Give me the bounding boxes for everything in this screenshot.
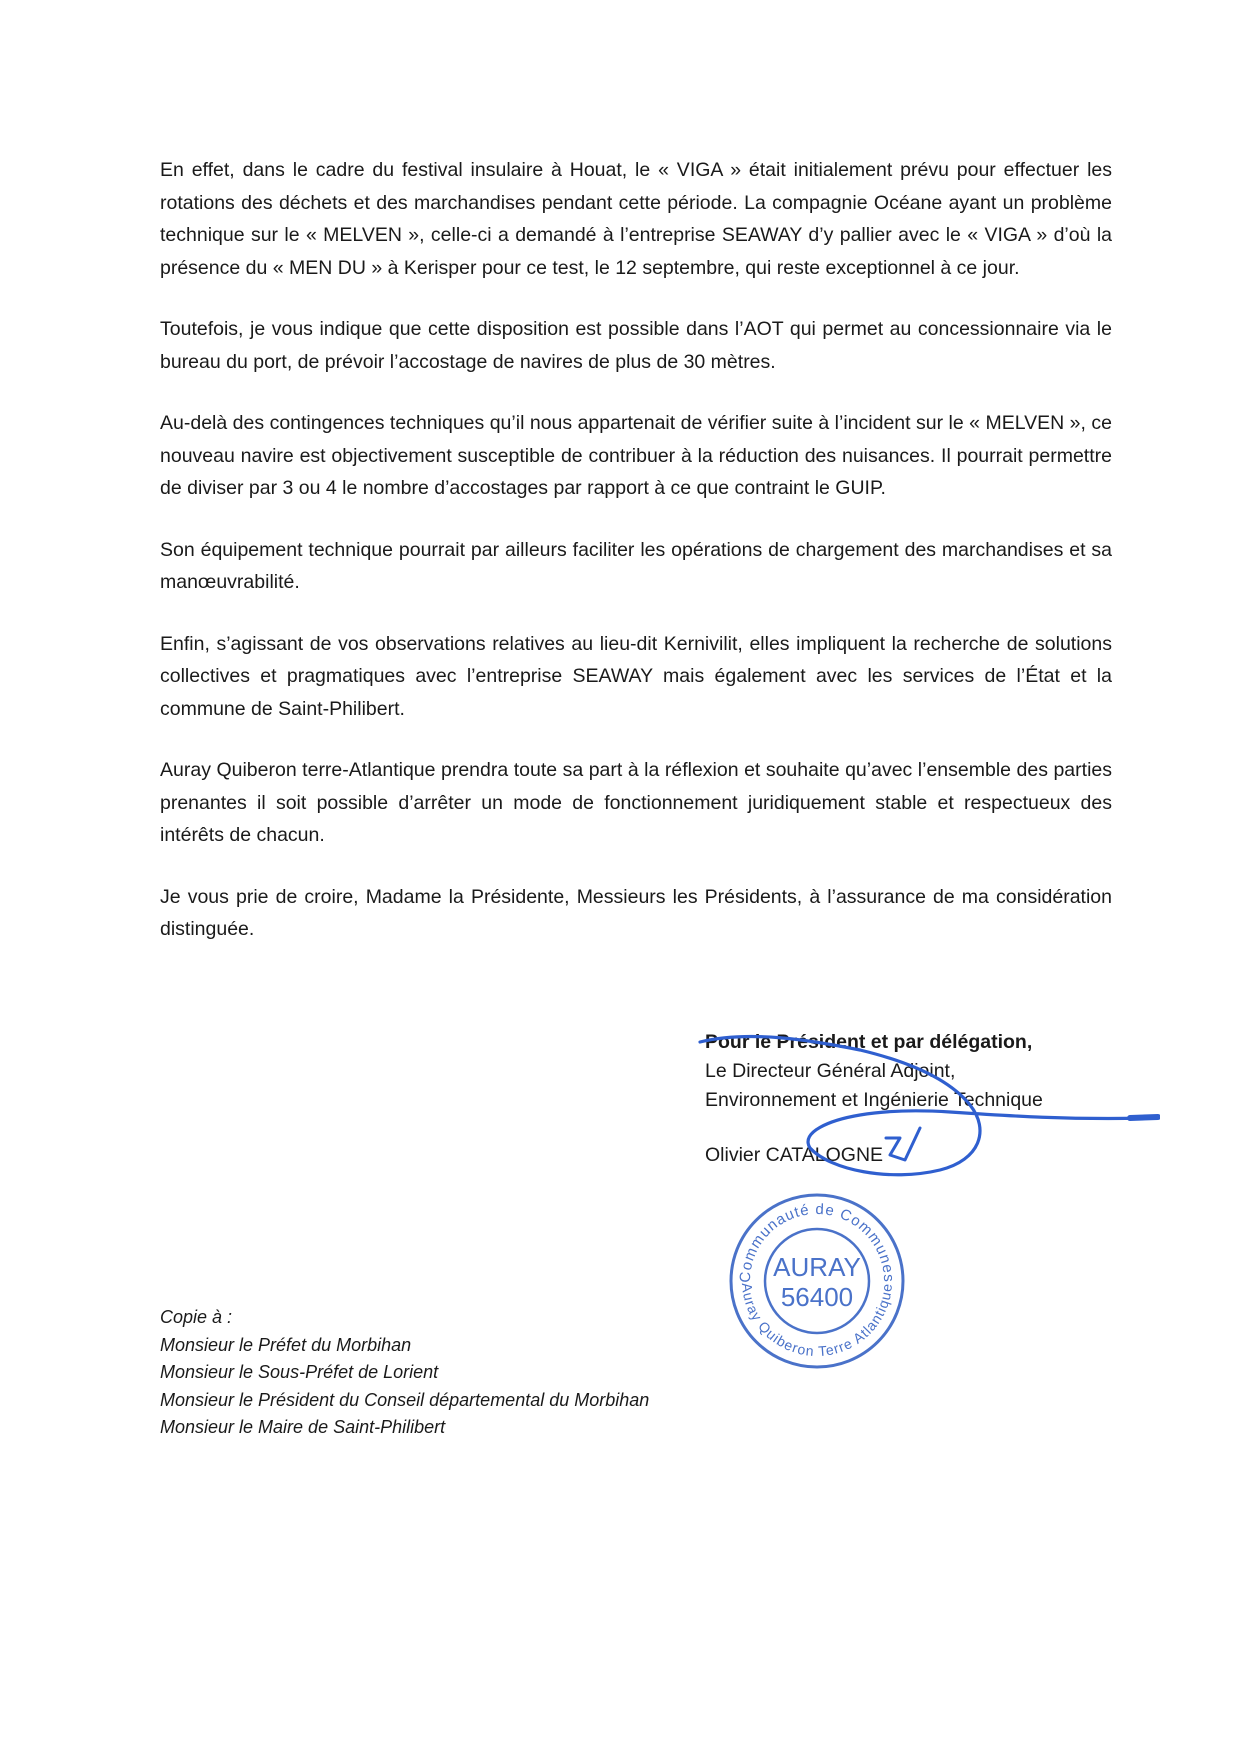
paragraph-aqta-commitment: Auray Quiberon terre-Atlantique prendra toute sa part à la réflexion et souhaite qu’avec l’ensemble des parties prenantes il soit possible d’arrêter un mode de fonctionnement juridiquement stable et respectueux des intérêts de chacun. [160, 759, 1112, 846]
copy-recipient: Monsieur le Maire de Saint-Philibert [160, 1417, 446, 1437]
paragraph-new-vessel: Au-delà des contingences techniques qu’il nous appartenait de vérifier suite à l’incident sur le « MELVEN », ce nouveau navire est objectivement susceptible de contribuer à la réduction des nuisances. Il pourrait permettre de diviser par 3 ou 4 le nombre d’accostages par rapport à ce que contraint le GUIP. [160, 412, 1112, 499]
svg-text:Auray Quiberon Terre Atlantiqu: Auray Quiberon Terre Atlantique [738, 1282, 896, 1360]
paragraph-kernivilit: Enfin, s’agissant de vos observations relatives au lieu-dit Kernivilit, elles impliquent la recherche de solutions collectives et pragmatiques avec l’entreprise SEAWAY mais également avec les services de l’État et la commune de Saint-Philibert. [160, 632, 1112, 720]
copies-list [160, 1304, 649, 1442]
svg-text:Communauté de Communes: Communauté de Communes [736, 1200, 898, 1284]
paragraph-festival-viga: En effet, dans le cadre du festival insulaire à Houat, le « VIGA » était initialement prévu pour effectuer les rotations des déchets et des marchandises pendant cette période. La compagnie Océane ayant un problème technique sur le « MELVEN », celle-ci a demandé à l’entreprise SEAWAY d’y pallier avec le « VIGA » d’où la présence du « MEN DU » à Kerisper pour ce test, le 12 septembre, qui reste exceptionnel à ce jour. [160, 159, 1112, 279]
letter-body [160, 154, 1112, 975]
paragraph-equipment: Son équipement technique pourrait par ailleurs faciliter les opérations de chargement des marchandises et sa manœuvrabilité. [160, 538, 1112, 593]
signature-block [705, 1028, 1125, 1170]
copy-recipient: Monsieur le Sous-Préfet de Lorient [160, 1362, 439, 1382]
signatory-title-line1: Le Directeur Général Adjoint, [705, 1060, 956, 1082]
signature-delegation: Pour le Président et par délégation, [705, 1031, 1033, 1053]
paragraph-closing-salutation: Je vous prie de croire, Madame la Présidente, Messieurs les Présidents, à l’assurance de ma considération distinguée. [160, 885, 1112, 940]
signatory-name: Olivier CATALOGNE [705, 1144, 884, 1166]
copies-heading: Copie à : [160, 1307, 233, 1327]
copy-recipient: Monsieur le Préfet du Morbihan [160, 1334, 412, 1355]
official-stamp [728, 1192, 906, 1370]
stamp-postcode: 56400 [780, 1282, 854, 1312]
paragraph-aot-disposition: Toutefois, je vous indique que cette disposition est possible dans l’AOT qui permet au concessionnaire via le bureau du port, de prévoir l’accostage de navires de plus de 30 mètres. [160, 318, 1112, 373]
copy-recipient: Monsieur le Président du Conseil départemental du Morbihan [160, 1389, 650, 1410]
stamp-city: AURAY [773, 1252, 861, 1282]
signatory-title-line2: Environnement et Ingénierie Technique [705, 1089, 1043, 1111]
